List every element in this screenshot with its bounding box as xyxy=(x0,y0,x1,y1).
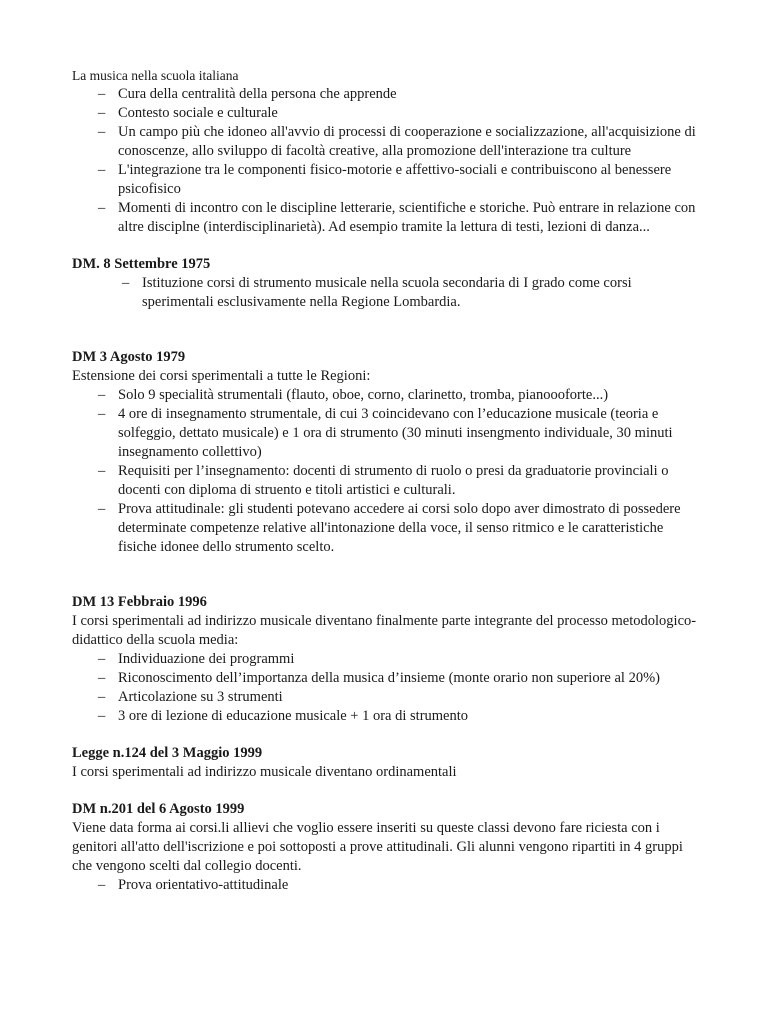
section-text: I corsi sperimentali ad indirizzo musicale diventano ordinamentali xyxy=(72,764,457,780)
spacer xyxy=(72,237,700,255)
list-item: – Contesto sociale e culturale xyxy=(72,104,700,123)
spacer xyxy=(72,557,700,593)
section-heading: DM. 8 Settembre 1975 xyxy=(72,256,211,272)
list-item: – Istituzione corsi di strumento musicale nella scuola secondaria di I grado come corsi sperimentali esclusivamente nella Regione Lombardia. xyxy=(72,274,700,312)
list-item: – Cura della centralità della persona che apprende xyxy=(72,85,700,104)
list-item: – Momenti di incontro con le discipline letterarie, scientifiche e storiche. Può entrare in relazione con altre disciplne (interdisciplinarietà). Ad esempio tramite la lettura di testi, lezioni di danza... xyxy=(72,199,700,237)
section-list xyxy=(72,876,700,895)
section-list xyxy=(72,386,700,557)
section-list xyxy=(72,650,700,726)
list-item: – 3 ore di lezione di educazione musicale + 1 ora di strumento xyxy=(72,707,700,726)
section-list xyxy=(72,274,700,312)
list-item: – Requisiti per l’insegnamento: docenti di strumento di ruolo o presi da graduatorie provinciali o docenti con diploma di struento e titoli artistici e culturali. xyxy=(72,462,700,500)
intro-list xyxy=(72,85,700,237)
list-item: – 4 ore di insegnamento strumentale, di cui 3 coincidevano con l’educazione musicale (teoria e solfeggio, dettato musicale) e 1 ora di strumento (30 minuti insengmento individuale, 30 minuti insegnamento collettivo) xyxy=(72,405,700,462)
list-item: – Un campo più che idoneo all'avvio di processi di cooperazione e socializzazione, all'acquisizione di conoscenze, allo sviluppo di facoltà creative, alla promozione dell'interazione tra culture xyxy=(72,123,700,161)
section-heading: DM 3 Agosto 1979 xyxy=(72,349,186,365)
spacer xyxy=(72,726,700,744)
document-content xyxy=(72,66,700,895)
list-item: – Solo 9 specialità strumentali (flauto, oboe, corno, clarinetto, tromba, pianoooforte...) xyxy=(72,386,700,405)
spacer xyxy=(72,782,700,800)
intro-title: La musica nella scuola italiana xyxy=(72,68,239,83)
spacer xyxy=(72,312,700,348)
list-item: – Prova orientativo-attitudinale xyxy=(72,876,700,895)
section-text: I corsi sperimentali ad indirizzo musicale diventano finalmente parte integrante del processo metodologico-didattico della scuola media: xyxy=(72,613,697,648)
list-item: – Articolazione su 3 strumenti xyxy=(72,688,700,707)
section-text: Estensione dei corsi sperimentali a tutte le Regioni: xyxy=(72,368,371,384)
section-heading: DM n.201 del 6 Agosto 1999 xyxy=(72,801,245,817)
list-item: – Prova attitudinale: gli studenti potevano accedere ai corsi solo dopo aver dimostrato di possedere determinate competenze relative all'intonazione della voce, il senso ritmico e le caratteristiche fisiche idonee dello strumento scelto. xyxy=(72,500,700,557)
list-item: – Individuazione dei programmi xyxy=(72,650,700,669)
list-item: – L'integrazione tra le componenti fisico-motorie e affettivo-sociali e contribuiscono al benessere psicofisico xyxy=(72,161,700,199)
section-text: Viene data forma ai corsi.li allievi che voglio essere inseriti su queste classi devono fare riciesta con i genitori all'atto dell'iscrizione e poi sottoposti a prove attitudinali. Gli alunni vengono ripartiti in 4 gruppi che vengono scelti dal collegio docenti. xyxy=(72,820,683,874)
list-item: – Riconoscimento dell’importanza della musica d’insieme (monte orario non superiore al 20%) xyxy=(72,669,700,688)
section-heading: Legge n.124 del 3 Maggio 1999 xyxy=(72,745,263,761)
section-heading: DM 13 Febbraio 1996 xyxy=(72,594,207,610)
